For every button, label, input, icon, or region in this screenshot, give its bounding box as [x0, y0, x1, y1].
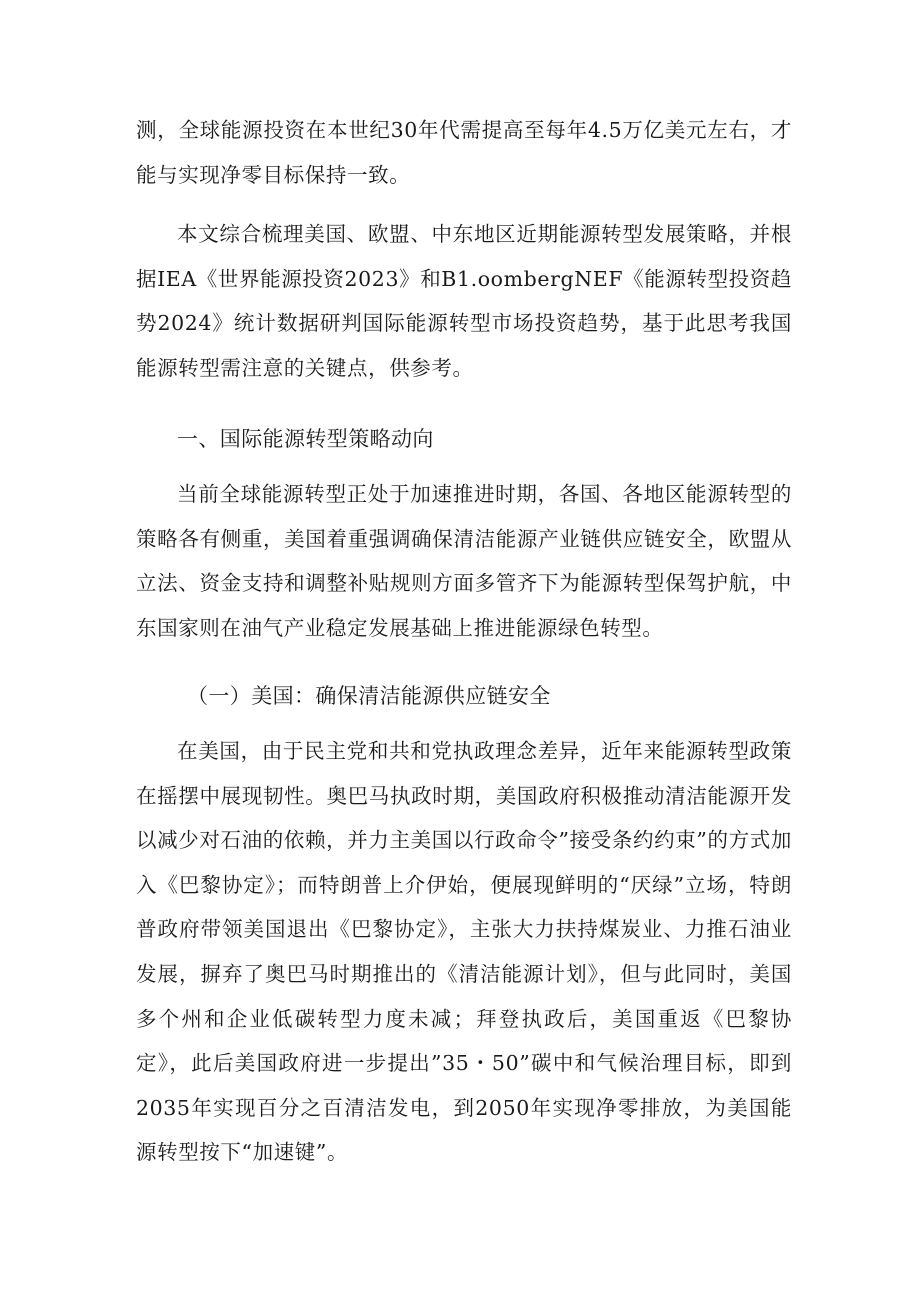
section-heading-international-strategy: 一、国际能源转型策略动向: [177, 427, 434, 451]
subsection-heading-usa: （一）美国：确保清洁能源供应链安全: [187, 684, 551, 708]
paragraph-global-transition: 当前全球能源转型正处于加速推进时期，各国、各地区能源转型的策略各有侧重，美国着重强调确保清洁能源产业链供应链安全，欧盟从立法、资金支持和调整补贴规则方面多管齐下为能源转型保驾护航，中东国家则在油气产业稳定发展基础上推进能源绿色转型。: [136, 482, 792, 640]
paragraph-usa-policy: 在美国，由于民主党和共和党执政理念差异，近年来能源转型政策在摇摆中展现韧性。奥巴马执政时期，美国政府积极推动清洁能源开发以减少对石油的依赖，并力主美国以行政命令”接受条约约束”的方式加入《巴黎协定》；而特朗普上介伊始，便展现鲜明的“厌绿”立场，特朗普政府带领美国退出《巴黎协定》，主张大力扶持煤炭业、力推石油业发展，摒弃了奥巴马时期推出的《清洁能源计划》，但与此同时，美国多个州和企业低碳转型力度未减；拜登执政后，美国重返《巴黎协定》，此后美国政府进一步提出”35・50”碳中和气候治理目标，即到2035年实现百分之百清洁发电，到2050年实现净零排放，为美国能源转型按下“加速键”。: [136, 739, 792, 1165]
paragraph-article-overview: 本文综合梳理美国、欧盟、中东地区近期能源转型发展策略，并根据IEA《世界能源投资2023》和B1.oombergNEF《能源转型投资趋势2024》统计数据研判国际能源转型市场投资趋势，基于此思考我国能源转型需注意的关键点，供参考。: [136, 222, 792, 380]
paragraph-investment-forecast: 测，全球能源投资在本世纪30年代需提高至每年4.5万亿美元左右，才能与实现净零目标保持一致。: [136, 118, 792, 187]
